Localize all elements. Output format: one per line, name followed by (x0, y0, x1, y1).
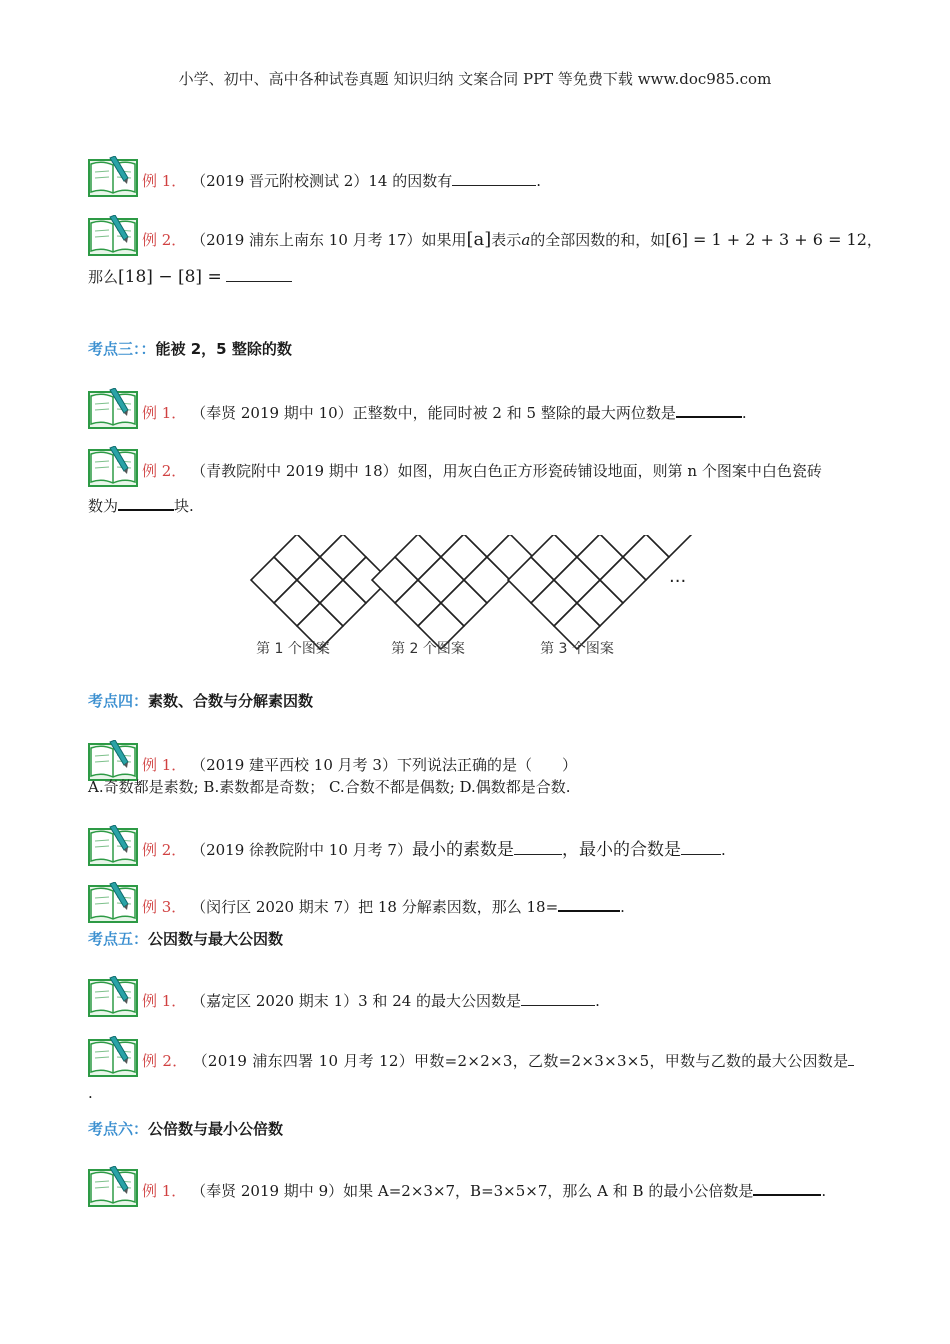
example-s5-2 (88, 1030, 866, 1072)
figure-caption-3: 第 3 个图案 (540, 641, 614, 657)
answer-blank[interactable] (676, 401, 742, 418)
book-pencil-icon (88, 882, 138, 924)
tile-patterns (251, 535, 692, 649)
section-title-4 (88, 690, 313, 711)
section-title-5 (88, 928, 283, 949)
example-s4-3 (88, 876, 870, 918)
example-text: （2019 晋元附校测试 2）14 的因数有 (191, 172, 453, 190)
example-s2-2 (88, 209, 882, 251)
example-end: . (595, 992, 600, 1010)
example-text: （2019 建平西校 10 月考 3）下列说法正确的是（ ） (191, 756, 577, 774)
example-text: （青教院附中 2019 期中 18）如图，用灰白色正方形瓷砖铺设地面，则第 n 个图案中白色瓷砖 (191, 462, 822, 480)
book-pencil-icon (88, 388, 138, 430)
example-s2-1 (88, 150, 870, 192)
example-text: （闵行区 2020 期末 7）把 18 分解素因数，那么 18= (191, 898, 559, 916)
figure-ellipsis: ··· (669, 571, 687, 592)
example-s6-1 (88, 1160, 870, 1202)
example-text: （奉贤 2019 期中 10）正整数中，能同时被 2 和 5 整除的最大两位数是 (191, 404, 676, 422)
book-pencil-icon (88, 446, 138, 488)
figure-caption-1: 第 1 个图案 (256, 641, 330, 657)
section-key: 考点三：： (88, 340, 156, 358)
options-line: A.奇数都是素数; B.素数都是奇数； C.合数不都是偶数; D.偶数都是合数. (88, 778, 571, 796)
section-title-3 (88, 338, 292, 359)
section-key: 考点四： (88, 692, 149, 710)
section-title: 能被 2，5 整除的数 (155, 340, 292, 358)
example-text: （2019 浦东上南东 10 月考 17）如果用 (191, 231, 467, 249)
section-title: 公倍数与最小公倍数 (148, 1120, 284, 1138)
book-pencil-icon (88, 215, 138, 257)
example-s5-2-line2: . (88, 1084, 93, 1102)
example-s2-2-line2 (88, 266, 292, 287)
example-s5-1 (88, 970, 870, 1012)
page-header: 小学、初中、高中各种试卷真题 知识归纳 文案合同 PPT 等免费下载 www.doc985.com (178, 70, 772, 88)
example-text: （嘉定区 2020 期末 1）3 和 24 的最大公因数是 (191, 992, 522, 1010)
answer-blank[interactable] (848, 1050, 854, 1066)
example-label: 例 2． (142, 462, 187, 480)
answer-blank[interactable] (558, 895, 620, 912)
example-end: . (741, 404, 747, 422)
example-end: . (821, 1182, 827, 1200)
example-text: 数为 (88, 497, 119, 515)
answer-blank[interactable] (521, 990, 595, 1006)
example-text: 块. (174, 497, 194, 515)
example-text: ， (866, 231, 882, 249)
example-label: 例 1． (142, 172, 187, 190)
answer-blank[interactable] (514, 839, 562, 855)
example-end: . (536, 172, 541, 190)
example-text: 表示 (491, 231, 522, 249)
math-bracket-a: [a] (466, 229, 492, 250)
section-title: 素数、合数与分解素因数 (148, 692, 314, 710)
tile-pattern-figure (245, 535, 695, 665)
answer-blank[interactable] (681, 839, 721, 855)
example-label: 例 1． (142, 1182, 187, 1200)
section-key: 考点五： (88, 930, 149, 948)
section-key: 考点六： (88, 1120, 149, 1138)
example-end: . (720, 841, 726, 859)
math-var-a: a (521, 231, 531, 249)
example-label: 例 2． (142, 1052, 188, 1070)
book-pencil-icon (88, 156, 138, 198)
example-text: （奉贤 2019 期中 9）如果 A=2×3×7，B=3×5×7，那么 A 和 B 的最小公倍数是 (191, 1182, 754, 1200)
example-s4-2 (88, 819, 870, 861)
math-formula: [18] − [8] = (118, 267, 222, 287)
answer-blank[interactable] (753, 1179, 821, 1196)
book-pencil-icon (88, 825, 138, 867)
book-pencil-icon (88, 1166, 138, 1208)
example-text: ，最小的合数是 (561, 840, 681, 860)
example-label: 例 2． (142, 231, 187, 249)
answer-blank[interactable] (226, 266, 292, 282)
example-text: 那么 (88, 268, 119, 286)
math-formula: [6] = 1 + 2 + 3 + 6 = 12 (665, 230, 867, 249)
answer-blank[interactable] (452, 170, 536, 186)
example-label: 例 2． (142, 841, 187, 859)
book-pencil-icon (88, 1036, 138, 1078)
example-label: 例 1． (142, 756, 187, 774)
figure-caption-2: 第 2 个图案 (391, 641, 465, 657)
example-label: 例 1． (142, 404, 187, 422)
section-title: 公因数与最大公因数 (148, 930, 284, 948)
example-label: 例 3． (142, 898, 187, 916)
example-s4-1 (88, 734, 870, 776)
example-label: 例 1． (142, 992, 187, 1010)
example-end: . (620, 898, 625, 916)
example-s3-1 (88, 382, 870, 424)
example-text: （2019 徐教院附中 10 月考 7） (191, 841, 412, 859)
example-s3-2 (88, 440, 870, 482)
example-text: 最小的素数是 (411, 840, 514, 860)
section-title-6 (88, 1118, 283, 1139)
example-text: 的全部因数的和，如 (530, 231, 666, 249)
book-pencil-icon (88, 976, 138, 1018)
example-s3-2-line2 (88, 494, 194, 516)
answer-blank[interactable] (118, 494, 174, 511)
example-text: （2019 浦东四署 10 月考 12）甲数=2×2×3，乙数=2×3×3×5，甲数与乙数的最大公因数是 (192, 1052, 849, 1070)
